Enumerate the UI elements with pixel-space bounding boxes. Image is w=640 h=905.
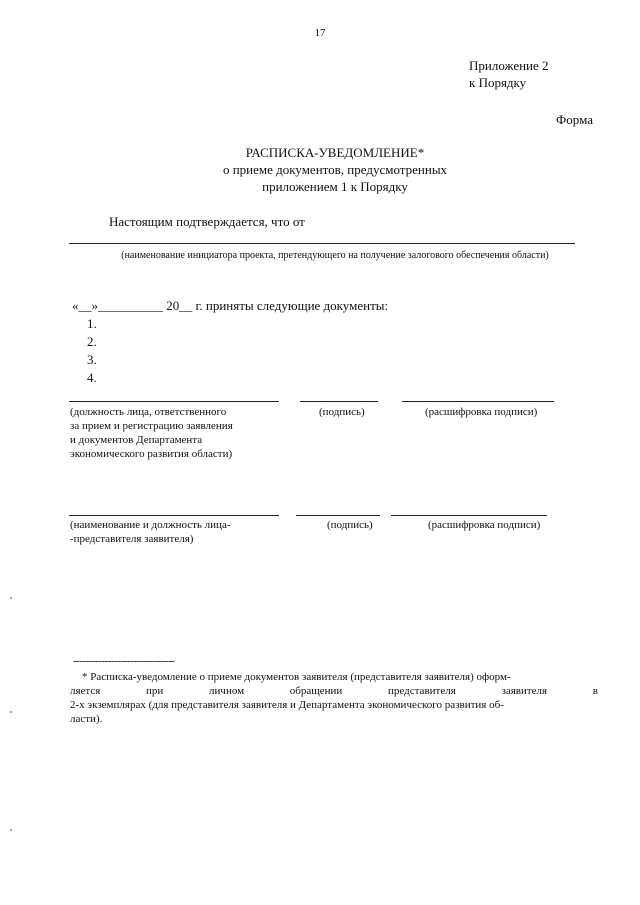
form-label: Форма [556, 112, 593, 127]
list-item: 2. [87, 334, 97, 349]
caption-line: -представителя заявителя) [70, 533, 194, 545]
date-year-blank: __ [179, 298, 193, 313]
scan-mark [10, 597, 12, 599]
footnote [70, 670, 598, 726]
date-year-prefix: 20 [166, 298, 180, 313]
caption-line: экономического развития области) [70, 448, 233, 460]
page-number: 17 [314, 27, 326, 39]
date-month-blank: __________ [98, 298, 163, 313]
position-caption-1 [70, 405, 290, 461]
signature-caption-2: (подпись) [327, 519, 373, 531]
title-sub-1: о приеме документов, предусмотренных [222, 162, 448, 177]
date-text: г. приняты следующие документы: [195, 298, 389, 313]
signature-fill-line-2 [296, 515, 380, 516]
title-sub-2: приложением 1 к Порядку [262, 179, 408, 194]
date-open-quote: « [72, 298, 79, 313]
appendix-line-2: к Порядку [469, 75, 527, 90]
position-fill-line-1 [69, 401, 279, 402]
list-item: 1. [87, 316, 97, 331]
caption-line: (наименование и должность лица- [70, 519, 231, 531]
initiator-caption: (наименование инициатора проекта, претендующего на получение залогового обеспечения области) [121, 250, 549, 261]
initiator-fill-line [69, 243, 575, 244]
title-main: РАСПИСКА-УВЕДОМЛЕНИЕ* [245, 145, 425, 160]
footnote-separator: -------------------------------- [73, 655, 175, 667]
list-item: 3. [87, 352, 97, 367]
document-title [180, 145, 490, 195]
appendix-reference [469, 58, 609, 91]
signature-caption-1: (подпись) [319, 406, 365, 418]
decoding-fill-line-1 [402, 401, 554, 402]
documents-list [87, 316, 97, 388]
position-fill-line-2 [69, 515, 279, 516]
appendix-line-1: Приложение 2 [469, 58, 549, 73]
footnote-line-3: 2-х экземплярах (для представителя заявителя и Департамента экономического развития об- [70, 699, 504, 711]
decoding-fill-line-2 [391, 515, 547, 516]
confirmation-text: Настоящим подтверждается, что от [109, 214, 305, 229]
caption-line: и документов Департамента [70, 434, 203, 446]
decoding-caption-1: (расшифровка подписи) [425, 406, 538, 418]
position-caption-2 [70, 518, 290, 546]
list-item: 4. [87, 370, 97, 385]
footnote-line-4: ласти). [70, 713, 103, 725]
footnote-line-2: ляется при личном обращении представителя заявителя в [70, 685, 598, 697]
date-line [72, 298, 388, 314]
decoding-caption-2: (расшифровка подписи) [428, 519, 541, 531]
date-close-quote: » [91, 298, 98, 313]
scan-mark [10, 829, 12, 831]
caption-line: за прием и регистрацию заявления [70, 420, 233, 432]
signature-fill-line-1 [300, 401, 378, 402]
scan-mark [10, 711, 12, 713]
caption-line: (должность лица, ответственного [70, 406, 227, 418]
date-day-blank: __ [78, 298, 92, 313]
footnote-line-1: * Расписка-уведомление о приеме документов заявителя (представителя заявителя) оформ- [82, 671, 511, 683]
